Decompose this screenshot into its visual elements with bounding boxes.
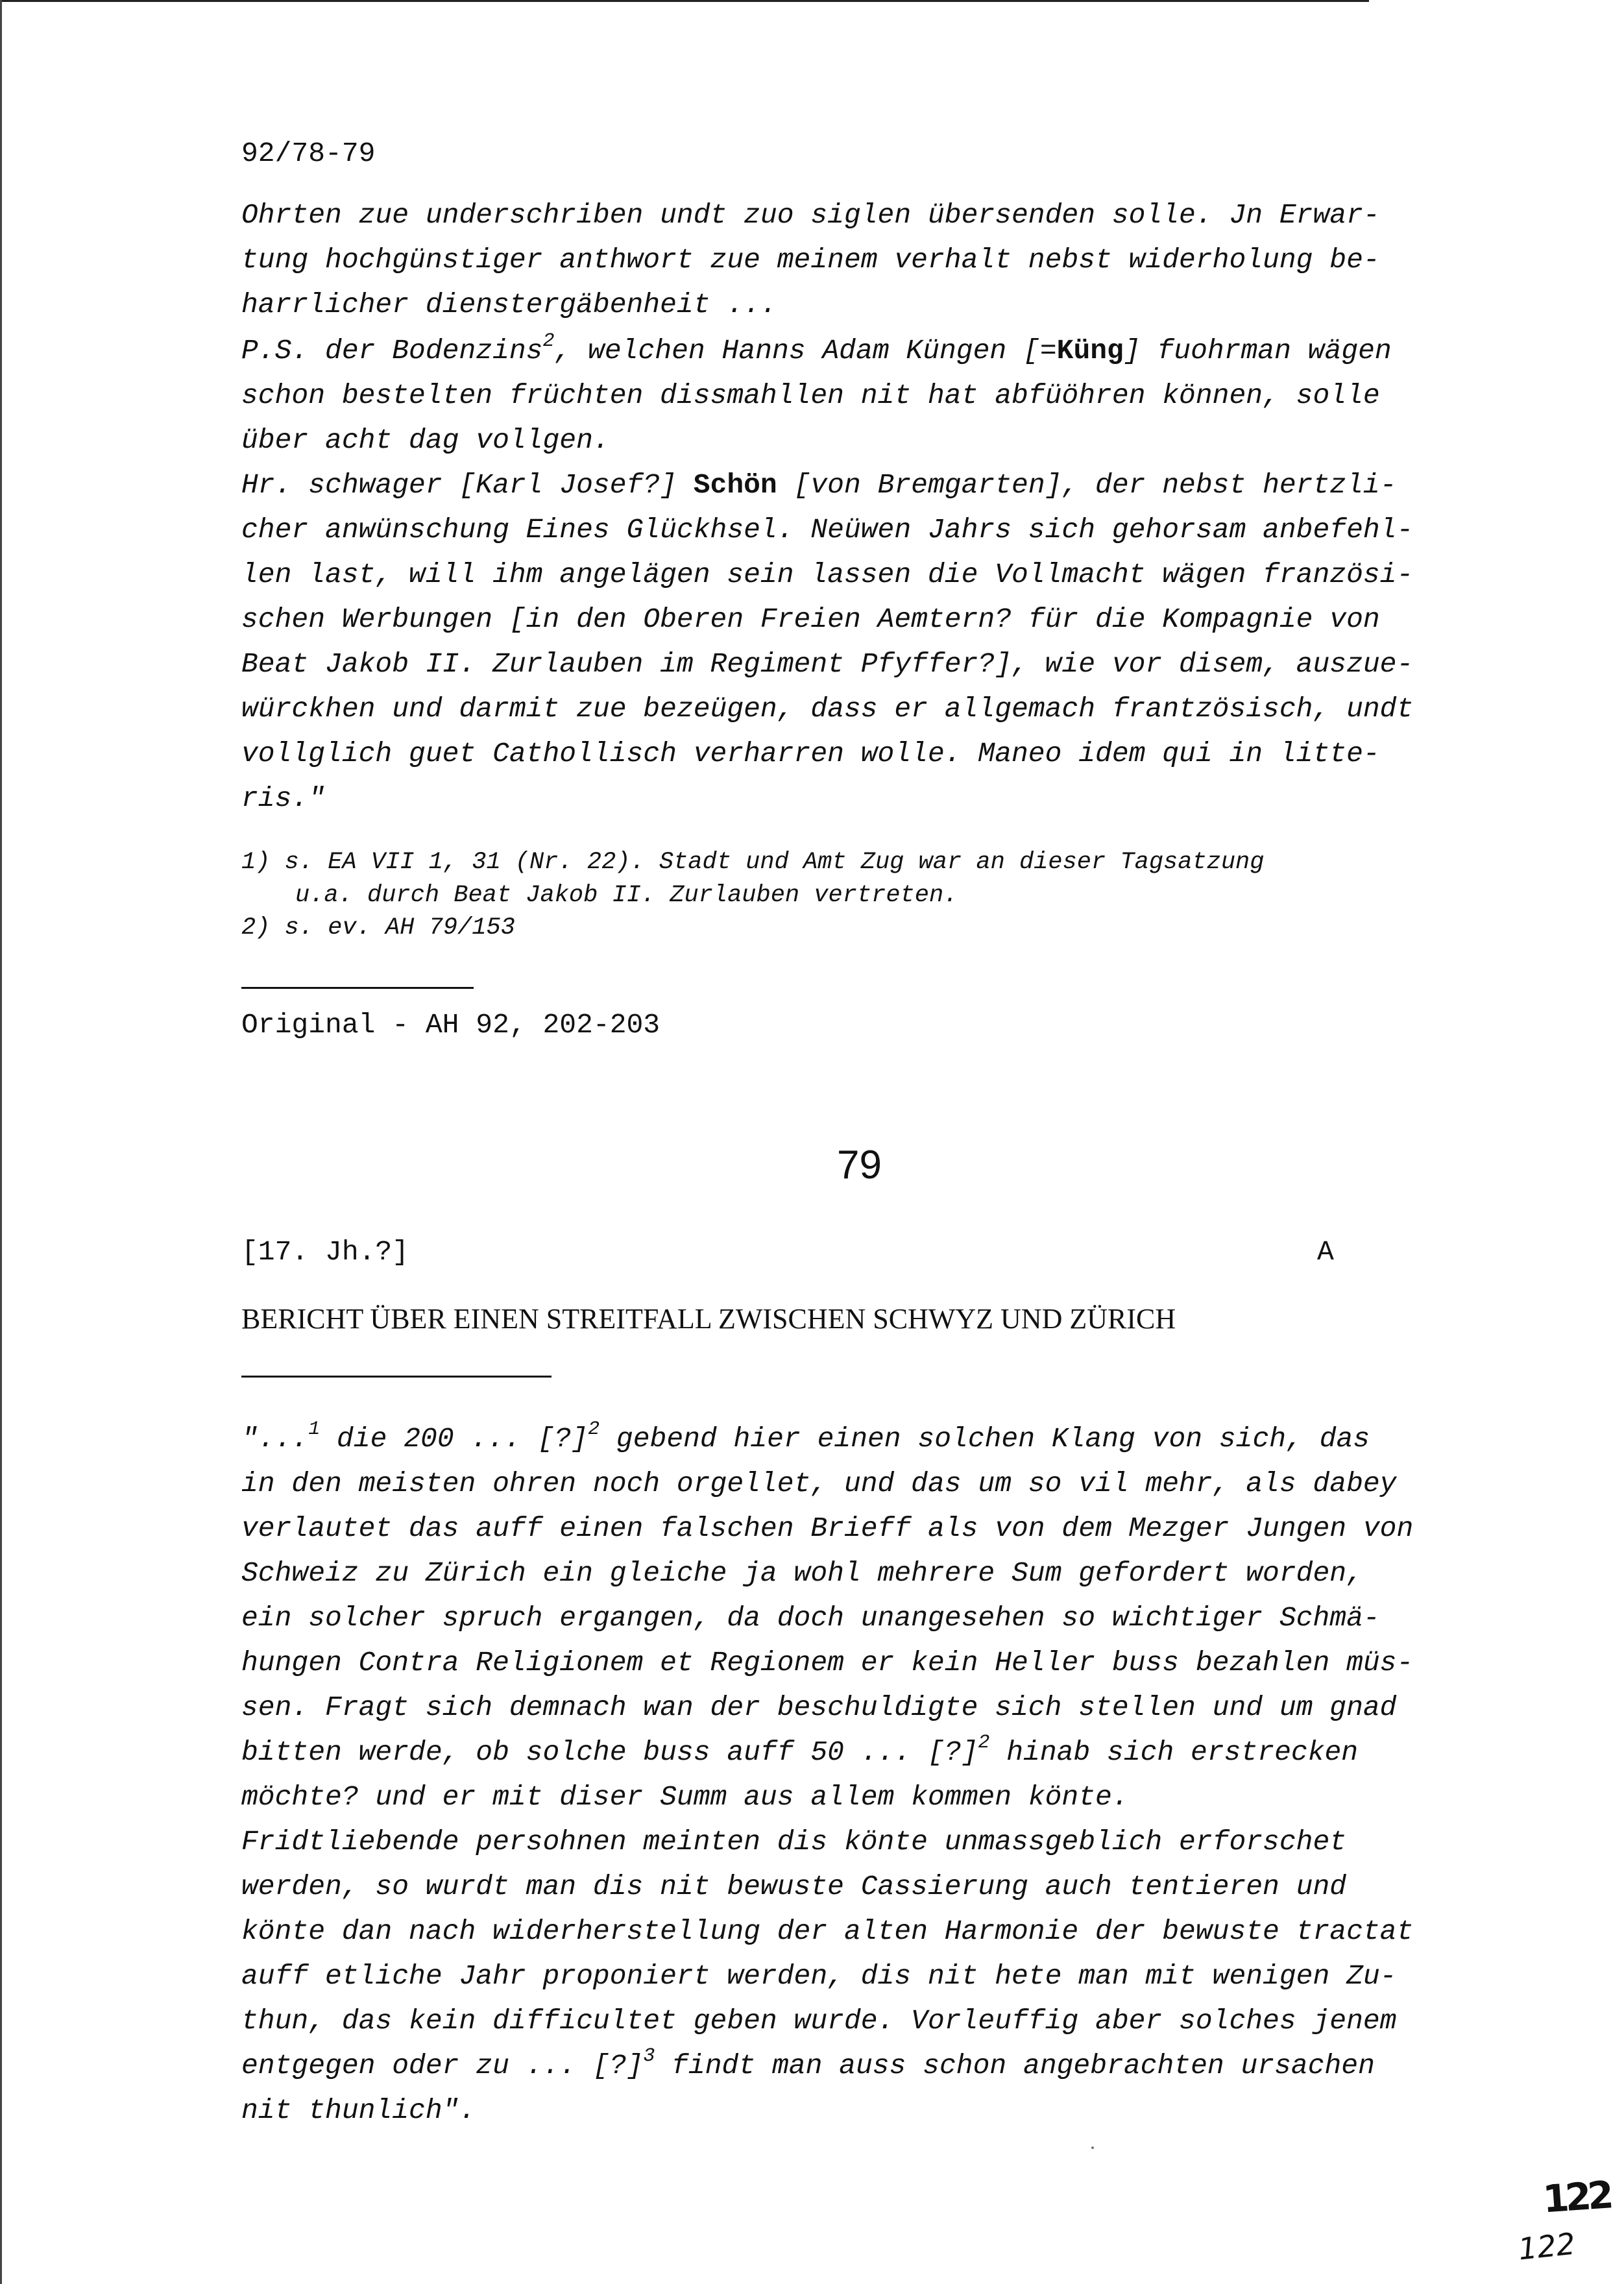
document-type: A bbox=[1317, 1236, 1334, 1268]
text: gebend hier einen solchen Klang von sich, das bbox=[600, 1423, 1370, 1455]
scan-top-border bbox=[0, 0, 1369, 2]
text: hinab sich erstrecken bbox=[989, 1736, 1359, 1768]
body-line: thun, das kein difficultet geben wurde. Vorleuffig aber solches jenem bbox=[241, 2005, 1397, 2037]
body-line: möchte? und er mit diser Summ aus allem kommen könte. bbox=[241, 1781, 1129, 1813]
text: [von Bremgarten], der nebst hertzli- bbox=[777, 469, 1397, 501]
body-line: in den meisten ohren noch orgellet, und das um so vil mehr, als dabey bbox=[241, 1468, 1397, 1500]
handwritten-page-number: 122 bbox=[1516, 2226, 1577, 2267]
letter-line: vollglich guet Cathollisch verharren wolle. Maneo idem qui in litte- bbox=[241, 738, 1380, 770]
scan-left-border bbox=[0, 0, 2, 2284]
footnote: 2) s. ev. AH 79/153 bbox=[241, 914, 515, 942]
body-line: verlautet das auff einen falschen Brieff als von dem Mezger Jungen von bbox=[241, 1513, 1414, 1544]
document-date: [17. Jh.?] bbox=[241, 1236, 409, 1268]
text: findt man auss schon angebrachten ursachen bbox=[655, 2050, 1375, 2082]
letter-line: schen Werbungen [in den Oberen Freien Aemtern? für die Kompagnie von bbox=[241, 603, 1380, 635]
postscript-line bbox=[241, 330, 1392, 367]
document-title: BERICHT ÜBER EINEN STREITFALL ZWISCHEN SCHWYZ UND ZÜRICH bbox=[241, 1303, 1176, 1335]
text: Hr. schwager [Karl Josef?] bbox=[241, 469, 694, 501]
page-reference: 92/78-79 bbox=[241, 138, 376, 169]
letter-line: Ohrten zue underschriben undt zuo siglen übersenden solle. Jn Erwar- bbox=[241, 199, 1380, 231]
handwritten-page-number: 122 bbox=[1541, 2172, 1612, 2222]
body-line: auff etliche Jahr proponiert werden, dis nit hete man mit wenigen Zu- bbox=[241, 1960, 1397, 1992]
text: ] fuohrman wägen bbox=[1123, 335, 1392, 367]
bold-name: Schön bbox=[693, 469, 777, 501]
letter-line: über acht dag vollgen. bbox=[241, 424, 610, 456]
body-line: hungen Contra Religionem et Regionem er kein Heller buss bezahlen müs- bbox=[241, 1647, 1414, 1679]
text: "... bbox=[241, 1423, 309, 1455]
body-line: sen. Fragt sich demnach wan der beschuldigte sich stellen und um gnad bbox=[241, 1692, 1397, 1723]
letter-line: Beat Jakob II. Zurlauben im Regiment Pfyffer?], wie vor disem, auszue- bbox=[241, 648, 1414, 680]
letter-line: harrlicher dienstergäbenheit ... bbox=[241, 289, 777, 321]
source-line: Original - AH 92, 202-203 bbox=[241, 1009, 661, 1041]
footnote-ref: 1 bbox=[308, 1418, 321, 1440]
text: entgegen oder zu ... [?] bbox=[241, 2050, 644, 2082]
body-line bbox=[241, 2045, 1375, 2082]
footnote-ref: 2 bbox=[978, 1731, 990, 1754]
footnote: 1) s. EA VII 1, 31 (Nr. 22). Stadt und Amt Zug war an dieser Tagsatzung bbox=[241, 849, 1265, 876]
separator-rule bbox=[241, 987, 474, 989]
footnote-ref: 2 bbox=[542, 330, 555, 352]
bold-name: Küng bbox=[1056, 335, 1124, 367]
footnote-ref: 2 bbox=[588, 1418, 600, 1440]
body-line bbox=[241, 1418, 1370, 1455]
footnote-ref: 3 bbox=[643, 2045, 655, 2067]
body-line: nit thunlich". bbox=[241, 2095, 476, 2126]
body-line: werden, so wurdt man dis nit bewuste Cassierung auch tentieren und bbox=[241, 1871, 1347, 1902]
footnote: u.a. durch Beat Jakob II. Zurlauben vertreten. bbox=[295, 882, 958, 909]
text: , welchen Hanns Adam Küngen [= bbox=[554, 335, 1057, 367]
body-line bbox=[241, 1731, 1359, 1769]
letter-line bbox=[241, 469, 1397, 502]
letter-line: cher anwünschung Eines Glückhsel. Neüwen Jahrs sich gehorsam anbefehl- bbox=[241, 514, 1414, 546]
letter-line: tung hochgünstiger anthwort zue meinem verhalt nebst widerholung be- bbox=[241, 244, 1380, 276]
text: P.S. der Bodenzins bbox=[241, 335, 543, 367]
document-number: 79 bbox=[837, 1143, 882, 1187]
letter-line: würckhen und darmit zue bezeügen, dass er allgemach frantzösisch, undt bbox=[241, 693, 1414, 725]
separator-rule bbox=[241, 1376, 551, 1378]
body-line: ein solcher spruch ergangen, da doch unangesehen so wichtiger Schmä- bbox=[241, 1602, 1380, 1634]
text: bitten werde, ob solche buss auff 50 ... [?] bbox=[241, 1736, 978, 1768]
body-line: Fridtliebende persohnen meinten dis könte unmassgeblich erforschet bbox=[241, 1826, 1347, 1858]
body-line: könte dan nach widerherstellung der alten Harmonie der bewuste tractat bbox=[241, 1915, 1414, 1947]
scan-speck bbox=[1091, 2146, 1094, 2149]
text: die 200 ... [?] bbox=[320, 1423, 588, 1455]
letter-line: len last, will ihm angelägen sein lassen die Vollmacht wägen französi- bbox=[241, 559, 1414, 590]
body-line: Schweiz zu Zürich ein gleiche ja wohl mehrere Sum gefordert worden, bbox=[241, 1557, 1363, 1589]
letter-line: schon bestelten früchten dissmahllen nit hat abfüöhren können, solle bbox=[241, 380, 1380, 411]
letter-line: ris." bbox=[241, 783, 326, 814]
